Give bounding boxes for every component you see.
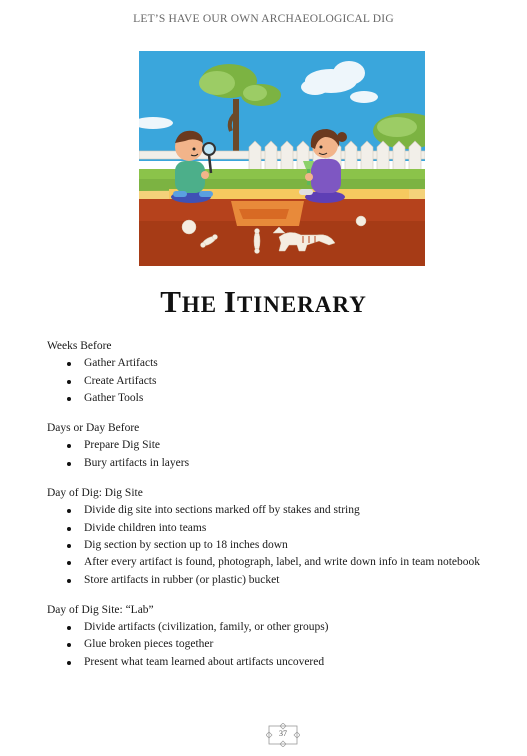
list-item: Gather Artifacts [47, 355, 517, 372]
list-item: Glue broken pieces together [47, 636, 517, 653]
section-dig-site [47, 485, 517, 589]
title-initial-1: T [160, 284, 182, 319]
running-head: LET’S HAVE OUR OWN ARCHAEOLOGICAL DIG [133, 13, 394, 25]
title-smallcaps-1: HE [181, 292, 224, 317]
list-item: Gather Tools [47, 390, 517, 407]
list-item: After every artifact is found, photograph, label, and write down info in team notebook [47, 554, 517, 571]
section-lab [47, 602, 517, 671]
list-item: Divide artifacts (civilization, family, or other groups) [47, 619, 517, 636]
itinerary-list [47, 338, 517, 684]
title-smallcaps-2: TINERARY [236, 292, 367, 317]
list-item: Bury artifacts in layers [47, 455, 517, 472]
section-heading: Day of Dig Site: “Lab” [47, 603, 154, 616]
list-item: Prepare Dig Site [47, 437, 517, 454]
list-item: Present what team learned about artifacts uncovered [47, 654, 517, 671]
children-digging-image [139, 51, 425, 266]
section-heading: Days or Day Before [47, 422, 140, 435]
page-number-ornament [266, 723, 300, 747]
section-heading: Day of Dig: Dig Site [47, 487, 143, 500]
section-weeks-before [47, 338, 517, 407]
section-days-before [47, 420, 517, 472]
list-item: Divide children into teams [47, 520, 517, 537]
list-item: Divide dig site into sections marked off by stakes and string [47, 502, 517, 519]
list-item: Store artifacts in rubber (or plastic) bucket [47, 572, 517, 589]
section-heading: Weeks Before [47, 340, 112, 352]
list-item: Dig section by section up to 18 inches down [47, 537, 517, 554]
page-title [0, 284, 527, 320]
page-number: 37 [279, 729, 287, 738]
title-initial-2: I [223, 284, 237, 319]
dig-site-illustration [139, 51, 425, 266]
list-item: Create Artifacts [47, 373, 517, 390]
